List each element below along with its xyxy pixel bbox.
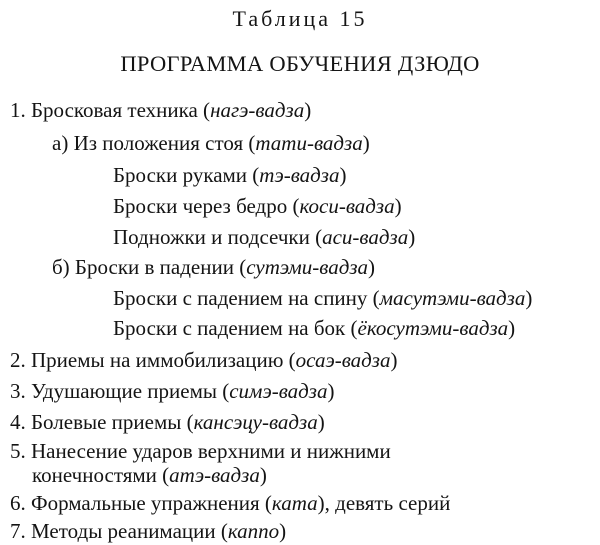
- item-text-after: ): [390, 348, 398, 372]
- list-item-holds: [10, 347, 398, 373]
- item-term: каппо: [227, 519, 280, 543]
- item-text-after: ): [317, 410, 325, 434]
- item-term: осаэ-вадза: [295, 348, 391, 372]
- item-term: атэ-вадза: [169, 463, 260, 487]
- list-item-strikes: [10, 438, 391, 464]
- table-number: Таблица 15: [232, 6, 368, 31]
- item-text: 2. Приемы на иммобилизацию (: [10, 348, 296, 372]
- item-term: масутэми-вадза: [379, 286, 526, 310]
- item-text-after: ): [304, 98, 312, 122]
- item-text: 6. Формальные упражнения (: [10, 491, 272, 515]
- item-text-after: ): [362, 131, 370, 155]
- item-text: б) Броски в падении (: [52, 255, 247, 279]
- item-text: 7. Методы реанимации (: [10, 519, 228, 543]
- list-item-rear-sacrifice: [113, 285, 532, 311]
- item-text: Броски с падением на бок (: [113, 316, 358, 340]
- list-item-hip-throws: [113, 193, 402, 219]
- list-item-foot-sweeps: [113, 224, 415, 250]
- item-term: симэ-вадза: [229, 379, 328, 403]
- item-text: конечностями (: [32, 463, 170, 487]
- list-item-resuscitation: [10, 518, 286, 544]
- item-term: тэ-вадза: [259, 163, 340, 187]
- item-text: Броски с падением на спину (: [113, 286, 380, 310]
- item-term: нагэ-вадза: [210, 98, 305, 122]
- item-text-after: ): [339, 163, 347, 187]
- list-item-throwing-technique: [10, 97, 311, 123]
- item-text-after: ), девять серий: [317, 491, 451, 515]
- item-term: кансэцу-вадза: [193, 410, 318, 434]
- list-item-chokes: [10, 378, 334, 404]
- item-text: 1. Бросковая техника (: [10, 98, 211, 122]
- list-item-hand-throws: [113, 162, 347, 188]
- item-term: тати-вадза: [255, 131, 363, 155]
- item-text: 4. Болевые приемы (: [10, 410, 194, 434]
- item-text-after: ): [508, 316, 516, 340]
- item-term: ёкосутэми-вадза: [357, 316, 509, 340]
- item-text: Броски через бедро (: [113, 194, 300, 218]
- item-text: 5. Нанесение ударов верхними и нижними: [10, 439, 391, 463]
- item-text: Подножки и подсечки (: [113, 225, 323, 249]
- item-text-after: ): [327, 379, 335, 403]
- list-item-side-sacrifice: [113, 315, 515, 341]
- item-text: 3. Удушающие приемы (: [10, 379, 230, 403]
- item-term: сутэми-вадза: [246, 255, 369, 279]
- item-term: аси-вадза: [322, 225, 409, 249]
- list-item-strikes-continued: [32, 462, 267, 488]
- item-text-after: ): [368, 255, 376, 279]
- list-item-standing: [52, 130, 370, 156]
- item-text-after: ): [525, 286, 533, 310]
- item-term: коси-вадза: [299, 194, 395, 218]
- table-title: ПРОГРАММА ОБУЧЕНИЯ ДЗЮДО: [120, 51, 480, 76]
- list-item-kata: [10, 490, 450, 516]
- item-text: а) Из положения стоя (: [52, 131, 256, 155]
- item-text-after: ): [408, 225, 416, 249]
- item-term: ката: [271, 491, 318, 515]
- list-item-joint-locks: [10, 409, 325, 435]
- item-text: Броски руками (: [113, 163, 260, 187]
- item-text-after: ): [279, 519, 287, 543]
- item-text-after: ): [259, 463, 267, 487]
- list-item-sacrifice-throws: [52, 254, 375, 280]
- item-text-after: ): [394, 194, 402, 218]
